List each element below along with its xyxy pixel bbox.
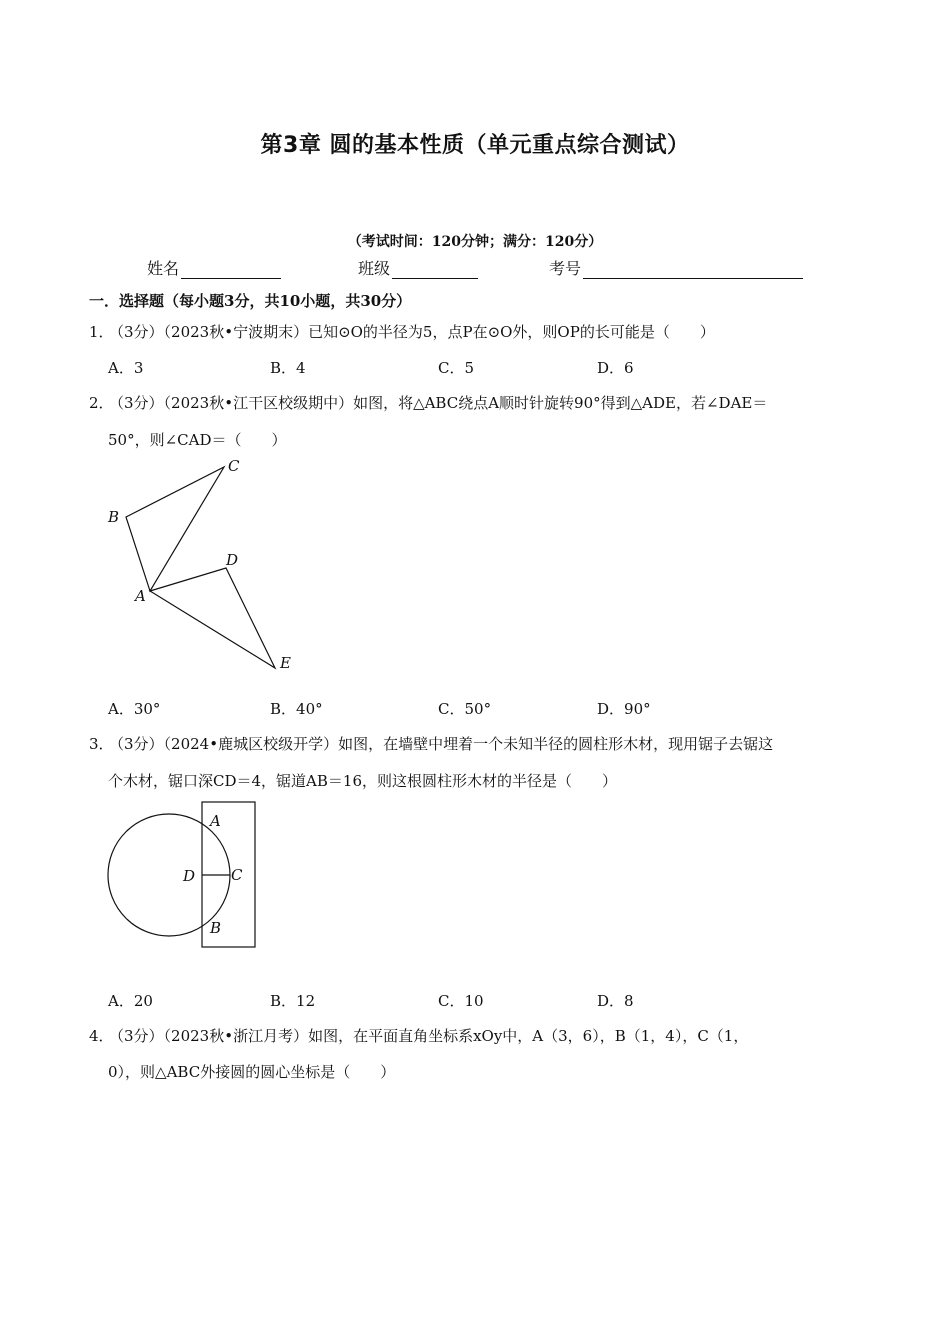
question-text: （3分）（2023秋•宁波期末）已知⊙O的半径为5，点P在⊙O外，则OP的长可能是（ ） bbox=[109, 323, 715, 341]
label-c: C bbox=[228, 457, 240, 475]
q1-option-a[interactable]: A．3 bbox=[108, 359, 144, 377]
q2-option-b[interactable]: B．40° bbox=[270, 700, 323, 718]
question-text: （3分）（2023秋•浙江月考）如图，在平面直角坐标系xOy中，A（3，6），B（1，4），C（1， bbox=[109, 1027, 749, 1045]
question-number: 4． bbox=[89, 1027, 114, 1045]
label-b: B bbox=[210, 919, 222, 937]
q3-option-d[interactable]: D．8 bbox=[597, 992, 634, 1010]
name-label: 姓名 bbox=[147, 259, 180, 278]
label-a: A bbox=[135, 587, 146, 605]
question-1 bbox=[89, 321, 715, 342]
triangle-ade bbox=[150, 568, 275, 668]
q2-option-a[interactable]: A．30° bbox=[108, 700, 161, 718]
q1-option-d[interactable]: D．6 bbox=[597, 359, 634, 377]
q2-rotation-figure bbox=[100, 455, 310, 675]
question-2-continued: 50°，则∠CAD＝（ ） bbox=[108, 431, 287, 449]
q1-option-b[interactable]: B．4 bbox=[270, 359, 306, 377]
question-2 bbox=[89, 392, 767, 413]
number-field[interactable] bbox=[549, 256, 803, 279]
question-4 bbox=[89, 1025, 748, 1046]
question-number: 1． bbox=[89, 323, 114, 341]
q3-option-a[interactable]: A．20 bbox=[108, 992, 153, 1010]
class-field[interactable] bbox=[358, 256, 478, 279]
exam-meta: （考试时间：120分钟；满分：120分） bbox=[347, 234, 603, 250]
page-title: 第3章 圆的基本性质（单元重点综合测试） bbox=[260, 133, 690, 158]
question-text: （3分）（2024•鹿城区校级开学）如图，在墙壁中埋着一个未知半径的圆柱形木材，现用锯子去锯这 bbox=[109, 735, 774, 753]
question-4-continued: 0），则△ABC外接圆的圆心坐标是（ ） bbox=[108, 1063, 396, 1081]
label-b: B bbox=[108, 508, 120, 526]
name-field[interactable] bbox=[147, 256, 281, 279]
class-label: 班级 bbox=[358, 259, 391, 278]
question-number: 3． bbox=[89, 735, 114, 753]
q1-option-c[interactable]: C．5 bbox=[438, 359, 475, 377]
q3-option-b[interactable]: B．12 bbox=[270, 992, 316, 1010]
label-e: E bbox=[280, 654, 291, 672]
q3-option-c[interactable]: C．10 bbox=[438, 992, 484, 1010]
label-d: D bbox=[183, 867, 196, 885]
question-3-continued: 个木材，锯口深CD＝4，锯道AB＝16，则这根圆柱形木材的半径是（ ） bbox=[108, 772, 617, 790]
section-heading: 一．选择题（每小题3分，共10小题，共30分） bbox=[89, 292, 412, 310]
triangle-abc bbox=[126, 467, 224, 591]
q2-option-c[interactable]: C．50° bbox=[438, 700, 492, 718]
q3-log-figure bbox=[100, 795, 270, 955]
label-c: C bbox=[231, 866, 243, 884]
question-text: （3分）（2023秋•江干区校级期中）如图，将△ABC绕点A顺时针旋转90°得到△ADE，若∠DAE＝ bbox=[109, 394, 768, 412]
label-d: D bbox=[226, 551, 239, 569]
question-3 bbox=[89, 733, 773, 754]
label-a: A bbox=[210, 812, 221, 830]
number-label: 考号 bbox=[549, 259, 582, 278]
question-number: 2． bbox=[89, 394, 114, 412]
q2-option-d[interactable]: D．90° bbox=[597, 700, 651, 718]
